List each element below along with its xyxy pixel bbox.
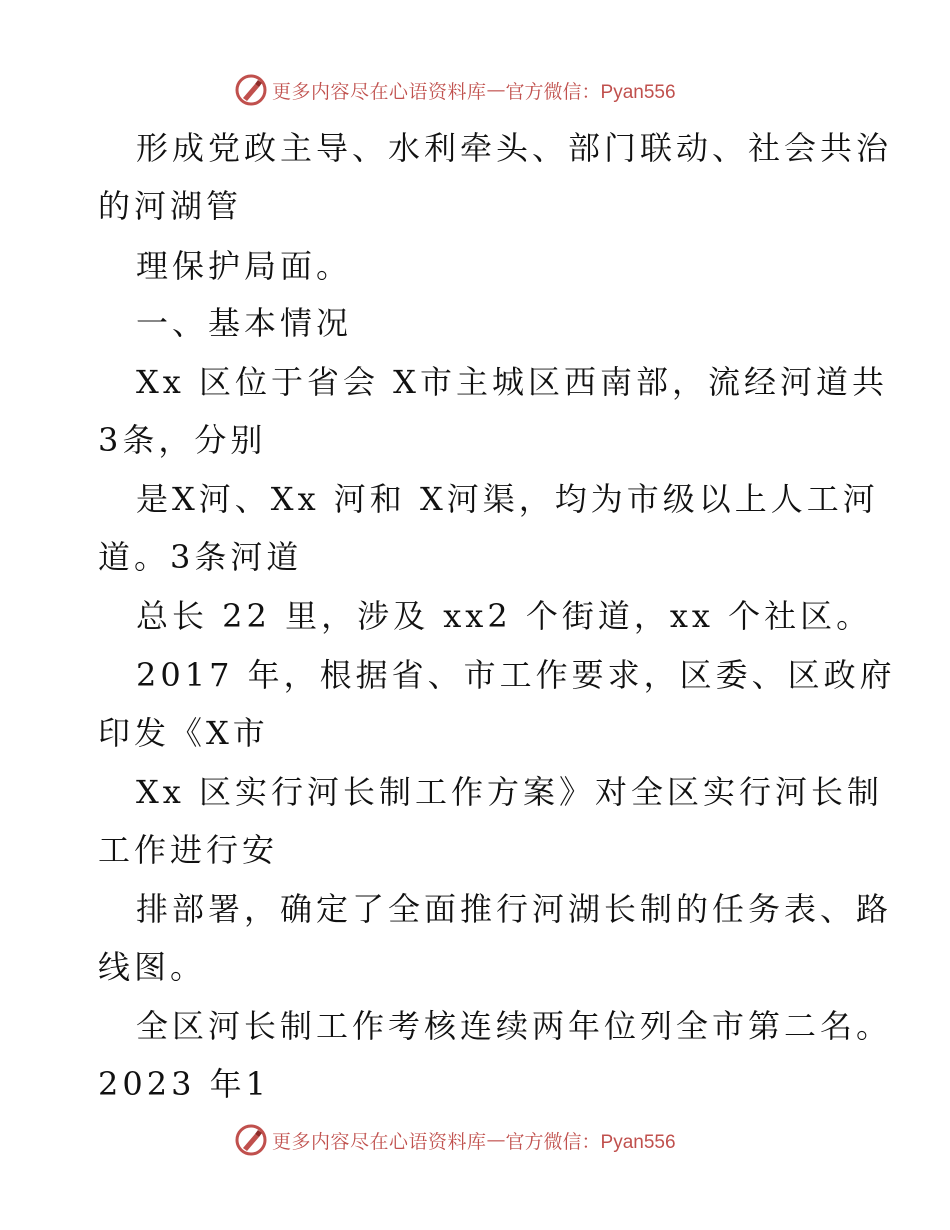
- body-line: Xx 区实行河长制工作方案》对全区实行河长制: [136, 773, 884, 811]
- body-line: 总长 22 里，涉及 xx2 个街道，xx 个社区。: [136, 597, 873, 635]
- body-line: 排部署，确定了全面推行河湖长制的任务表、路: [136, 890, 893, 928]
- body-line: 3条，分别: [98, 421, 267, 459]
- body-line: 2023 年1: [98, 1065, 270, 1103]
- body-line: 2017 年，根据省、市工作要求，区委、区政府: [136, 656, 896, 694]
- body-line: 工作进行安: [98, 831, 279, 869]
- footer-banner: [234, 1122, 676, 1158]
- body-line: Xx 区位于省会 X市主城区西南部，流经河道共: [136, 363, 888, 401]
- footer-banner-text: 更多内容尽在心语资料库: [272, 1130, 487, 1153]
- body-line: 一、基本情况: [136, 304, 353, 342]
- footer-banner-separator: —: [486, 1129, 506, 1151]
- pen-logo-icon: [234, 1123, 268, 1157]
- header-banner-separator: —: [486, 79, 506, 101]
- body-line: 的河湖管: [98, 187, 243, 225]
- body-line: 形成党政主导、水利牵头、部门联动、社会共治: [136, 129, 893, 167]
- pen-logo-icon: [234, 73, 268, 107]
- header-banner: [234, 72, 676, 108]
- body-line: 道。3条河道: [98, 538, 303, 576]
- body-line: 全区河长制工作考核连续两年位列全市第二名。: [136, 1007, 893, 1045]
- body-line: 理保护局面。: [136, 247, 353, 285]
- body-line: 线图。: [98, 948, 207, 986]
- footer-banner-account: 官方微信：Pyan556: [505, 1131, 676, 1153]
- body-line: 是X河、Xx 河和 X河渠，均为市级以上人工河: [136, 480, 879, 518]
- header-banner-text: 更多内容尽在心语资料库: [272, 80, 487, 103]
- header-banner-account: 官方微信：Pyan556: [505, 81, 676, 103]
- body-line: 印发《X市: [98, 714, 269, 752]
